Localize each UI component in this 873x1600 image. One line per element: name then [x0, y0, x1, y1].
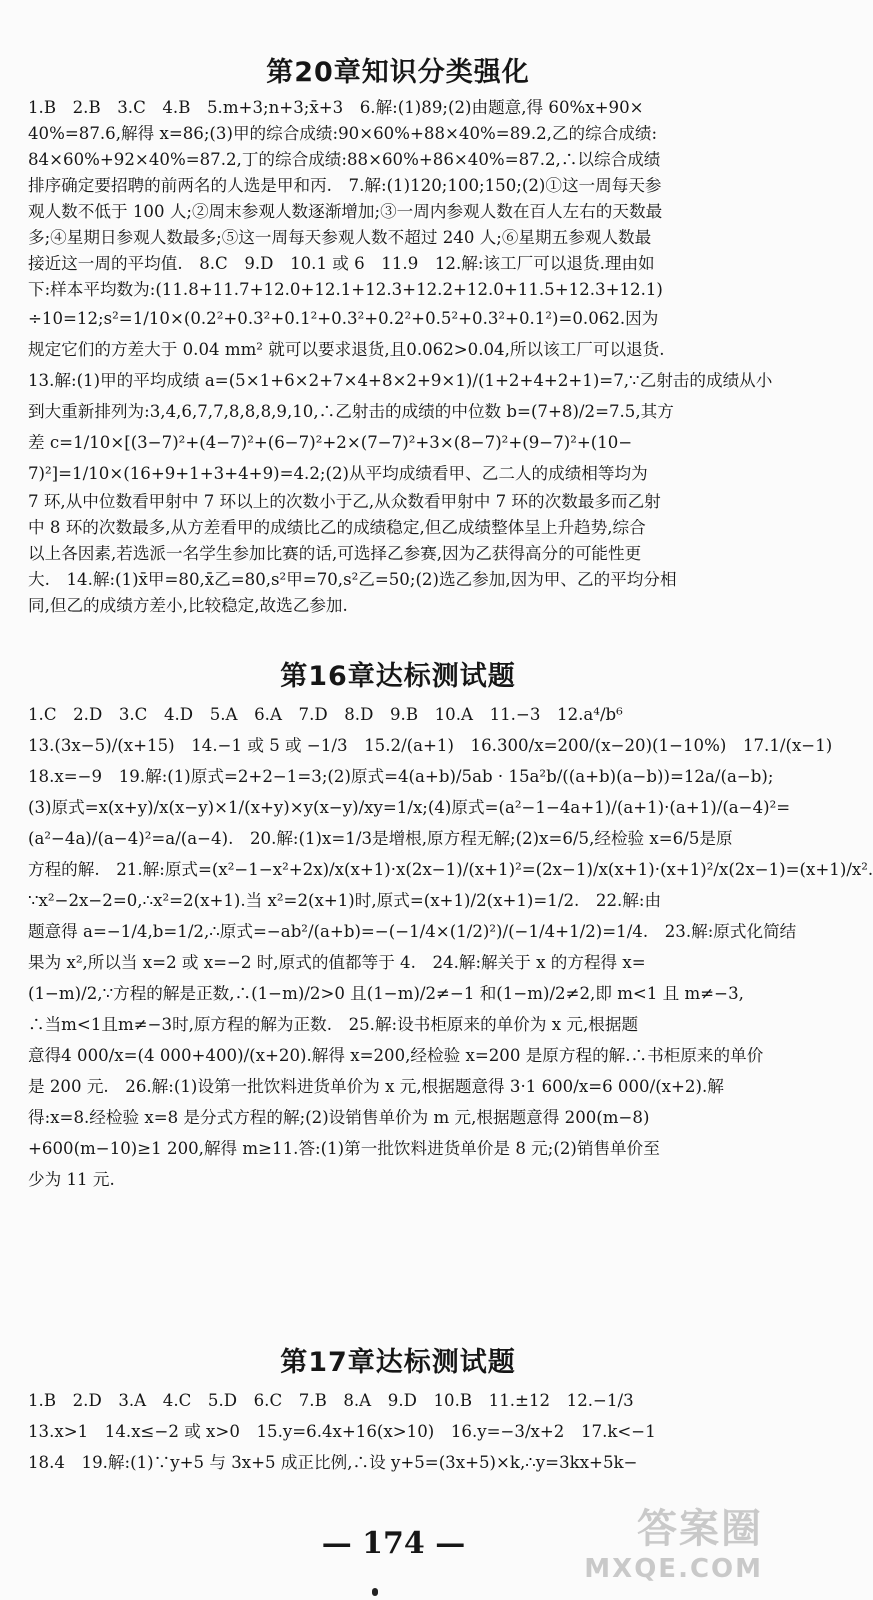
text-line: 得:x=8.经检验 x=8 是分式方程的解;(2)设销售单价为 m 元,根据题意得 200(m−8) — [28, 1108, 650, 1127]
text-line: 7 环,从中位数看甲射中 7 环以上的次数小于乙,从众数看甲射中 7 环的次数最多而乙射 — [28, 492, 661, 511]
section-ch17 — [28, 1340, 768, 1478]
text-line: 13.解:(1)甲的平均成绩 a=(5×1+6×2+7×4+8×2+9×1)/(1+2+4+2+1)=7,∵乙射击的成绩从小 — [28, 371, 773, 390]
text-line: 意得4 000/x=(4 000+400)/(x+20).解得 x=200,经检验 x=200 是原方程的解.∴书柜原来的单价 — [28, 1046, 764, 1065]
text-line: 1.B 2.D 3.A 4.C 5.D 6.C 7.B 8.A 9.D 10.B 11.±12 12.−1/3 — [28, 1391, 634, 1410]
text-line: 是 200 元. 26.解:(1)设第一批饮料进货单价为 x 元,根据题意得 3·1 600/x=6 000/(x+2).解 — [28, 1077, 724, 1096]
text-line: 18.4 19.解:(1)∵y+5 与 3x+5 成正比例,∴设 y+5=(3x+5)×k,∴y=3kx+5k− — [28, 1453, 638, 1472]
text-line: 接近这一周的平均值. 8.C 9.D 10.1 或 6 11.9 12.解:该工厂可以退货.理由如 — [28, 254, 655, 273]
section-ch16 — [28, 654, 873, 1195]
text-line: 中 8 环的次数最多,从方差看甲的成绩比乙的成绩稳定,但乙成绩整体呈上升趋势,综合 — [28, 518, 646, 537]
page-number: — 174 — — [321, 1526, 466, 1561]
text-line: 大. 14.解:(1)x̄甲=80,x̄乙=80,s²甲=70,s²乙=50;(2)选乙参加,因为甲、乙的平均分相 — [28, 570, 677, 589]
text-line: 13.x>1 14.x≤−2 或 x>0 15.y=6.4x+16(x>10) 16.y=−3/x+2 17.k<−1 — [28, 1422, 656, 1441]
watermark — [584, 1497, 763, 1584]
text-line: 排序确定要招聘的前两名的人选是甲和丙. 7.解:(1)120;100;150;(2)①这一周每天参 — [28, 176, 662, 195]
text-line: 观人数不低于 100 人;②周末参观人数逐渐增加;③一周内参观人数在百人左右的天数最 — [28, 202, 663, 221]
text-line: 到大重新排列为:3,4,6,7,7,8,8,8,9,10,∴乙射击的成绩的中位数 b=(7+8)/2=7.5,其方 — [28, 402, 674, 421]
text-line: 多;④星期日参观人数最多;⑤这一周每天参观人数不超过 240 人;⑥星期五参观人数最 — [28, 228, 652, 247]
text-line: 差 c=1/10×[(3−7)²+(4−7)²+(6−7)²+2×(7−7)²+3×(8−7)²+(9−7)²+(10− — [28, 433, 633, 452]
section-title: 第16章达标测试题 — [280, 661, 516, 692]
ink-dot — [372, 1588, 378, 1596]
text-line: 下:样本平均数为:(11.8+11.7+12.0+12.1+12.3+12.2+12.0+11.5+12.3+12.1) — [28, 280, 663, 299]
section-title: 第20章知识分类强化 — [266, 57, 530, 88]
text-line: (3)原式=x(x+y)/x(x−y)×1/(x+y)×y(x−y)/xy=1/x;(4)原式=(a²−1−4a+1)/(a+1)·(a+1)/(a−4)²= — [28, 798, 791, 817]
text-line: 13.(3x−5)/(x+15) 14.−1 或 5 或 −1/3 15.2/(a+1) 16.300/x=200/(x−20)(1−10%) 17.1/(x−1) — [28, 736, 833, 755]
text-line: +600(m−10)≥1 200,解得 m≥11.答:(1)第一批饮料进货单价是 8 元;(2)销售单价至 — [28, 1139, 660, 1158]
text-line: 方程的解. 21.解:原式=(x²−1−x²+2x)/x(x+1)·x(2x−1)/(x+1)²=(2x−1)/x(x+1)·(x+1)²/x(2x−1)=(x+1)/x². — [28, 860, 873, 879]
text-line: 1.C 2.D 3.C 4.D 5.A 6.A 7.D 8.D 9.B 10.A 11.−3 12.a⁴/b⁶ — [28, 705, 623, 724]
watermark-url: MXQE.COM — [584, 1554, 763, 1584]
text-line: ∴当m<1且m≠−3时,原方程的解为正数. 25.解:设书柜原来的单价为 x 元,根据题 — [28, 1015, 639, 1034]
watermark-logo-text: 答案圈 — [637, 1506, 763, 1552]
text-line: (1−m)/2,∵方程的解是正数,∴(1−m)/2>0 且(1−m)/2≠−1 和(1−m)/2≠2,即 m<1 且 m≠−3, — [28, 984, 744, 1003]
text-line: 以上各因素,若选派一名学生参加比赛的话,可选择乙参赛,因为乙获得高分的可能性更 — [28, 544, 642, 563]
text-line: 18.x=−9 19.解:(1)原式=2+2−1=3;(2)原式=4(a+b)/5ab · 15a²b/((a+b)(a−b))=12a/(a−b); — [28, 767, 774, 786]
text-line: 1.B 2.B 3.C 4.B 5.m+3;n+3;x̄+3 6.解:(1)89;(2)由题意,得 60%x+90× — [28, 98, 644, 117]
text-line: 7)²]=1/10×(16+9+1+3+4+9)=4.2;(2)从平均成绩看甲、乙二人的成绩相等均为 — [28, 464, 648, 483]
text-line: 少为 11 元. — [28, 1170, 115, 1189]
text-line: 规定它们的方差大于 0.04 mm² 就可以要求退货,且0.062>0.04,所以该工厂可以退货. — [28, 340, 665, 359]
text-line: (a²−4a)/(a−4)²=a/(a−4). 20.解:(1)x=1/3是增根,原方程无解;(2)x=6/5,经检验 x=6/5是原 — [28, 829, 733, 848]
text-line: 果为 x²,所以当 x=2 或 x=−2 时,原式的值都等于 4. 24.解:解关于 x 的方程得 x= — [28, 953, 646, 972]
text-line: ÷10=12;s²=1/10×(0.2²+0.3²+0.1²+0.3²+0.2²+0.5²+0.3²+0.1²)=0.062.因为 — [28, 309, 659, 328]
section-title: 第17章达标测试题 — [280, 1347, 516, 1378]
text-line: 同,但乙的成绩方差小,比较稳定,故选乙参加. — [28, 596, 348, 615]
text-line: 40%=87.6,解得 x=86;(3)甲的综合成绩:90×60%+88×40%=89.2,乙的综合成绩: — [28, 124, 658, 143]
text-line: 84×60%+92×40%=87.2,丁的综合成绩:88×60%+86×40%=87.2,∴以综合成绩 — [28, 150, 661, 169]
text-line: 题意得 a=−1/4,b=1/2,∴原式=−ab²/(a+b)=−(−1/4×(1/2)²)/(−1/4+1/2)=1/4. 23.解:原式化简结 — [28, 922, 797, 941]
section-ch20 — [28, 50, 773, 619]
text-line: ∵x²−2x−2=0,∴x²=2(x+1).当 x²=2(x+1)时,原式=(x+1)/2(x+1)=1/2. 22.解:由 — [28, 891, 662, 910]
